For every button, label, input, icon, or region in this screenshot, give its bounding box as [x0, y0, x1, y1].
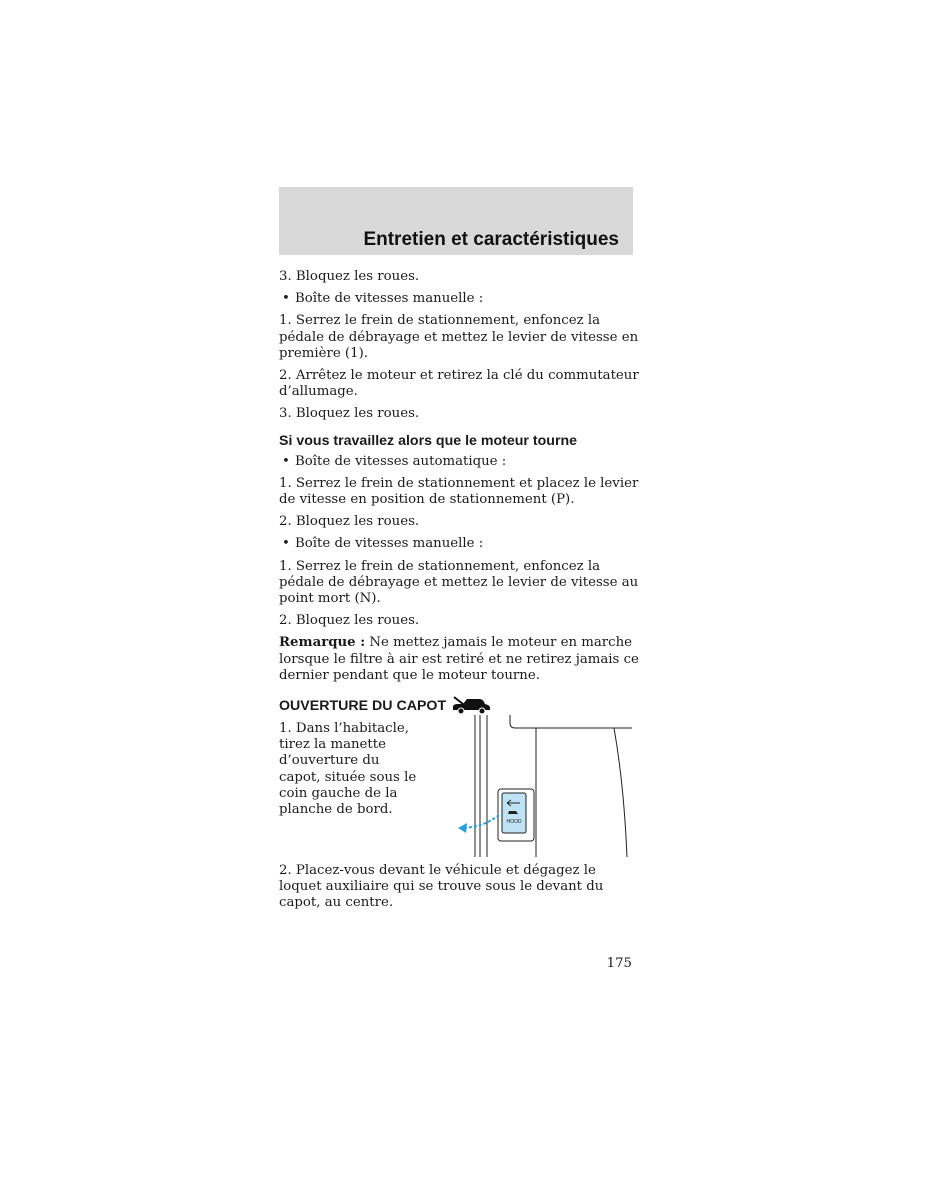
paragraph: 1. Serrez le frein de stationnement et placez le levier de vitesse en position de stationnement (P).	[279, 475, 639, 508]
remark-label: Remarque :	[279, 635, 366, 651]
remark-paragraph	[279, 635, 639, 684]
hood-release-illustration	[454, 715, 634, 857]
paragraph: 1. Serrez le frein de stationnement, enfoncez la pédale de débrayage et mettez le levier de vitesse au point mort (N).	[279, 558, 639, 607]
paragraph: 3. Bloquez les roues.	[279, 406, 420, 422]
chapter-header-band	[279, 187, 633, 255]
paragraph: 2. Bloquez les roues.	[279, 514, 420, 530]
car-hood-open-icon	[450, 696, 492, 716]
section-heading: Si vous travaillez alors que le moteur tourne	[279, 432, 578, 449]
page-number: 175	[606, 956, 632, 971]
paragraph: 1. Serrez le frein de stationnement, enfoncez la pédale de débrayage et mettez le levier de vitesse en première (1).	[279, 313, 639, 361]
hood-heading-row	[279, 696, 639, 716]
paragraph: 2. Bloquez les roues.	[279, 613, 420, 629]
paragraph: 3. Bloquez les roues.	[279, 269, 420, 284]
hood-step-1: 1. Dans l’habitacle, tirez la manette d’ouverture du capot, située sous le coin gauche de la planche de bord.	[279, 721, 417, 818]
bullet-item: • Boîte de vitesses manuelle :	[279, 291, 639, 307]
bullet-item: • Boîte de vitesses automatique :	[279, 454, 639, 470]
paragraph: 2. Arrêtez le moteur et retirez la clé du commutateur d’allumage.	[279, 368, 639, 400]
hood-step-row	[279, 721, 639, 863]
hood-label: HOOD	[506, 819, 522, 826]
bullet-item: • Boîte de vitesses manuelle :	[279, 536, 639, 552]
chapter-title: Entretien et caractéristiques	[363, 229, 619, 250]
hood-step-2: 2. Placez-vous devant le véhicule et dégagez le loquet auxiliaire qui se trouve sous le devant du capot, au centre.	[279, 863, 604, 911]
section-heading: OUVERTURE DU CAPOT	[279, 697, 447, 714]
page-content	[279, 269, 639, 918]
remark-text: Ne mettez jamais le moteur en marche lorsque le filtre à air est retiré et ne retirez jamais ce dernier pendant que le moteur tourne.	[279, 635, 639, 683]
